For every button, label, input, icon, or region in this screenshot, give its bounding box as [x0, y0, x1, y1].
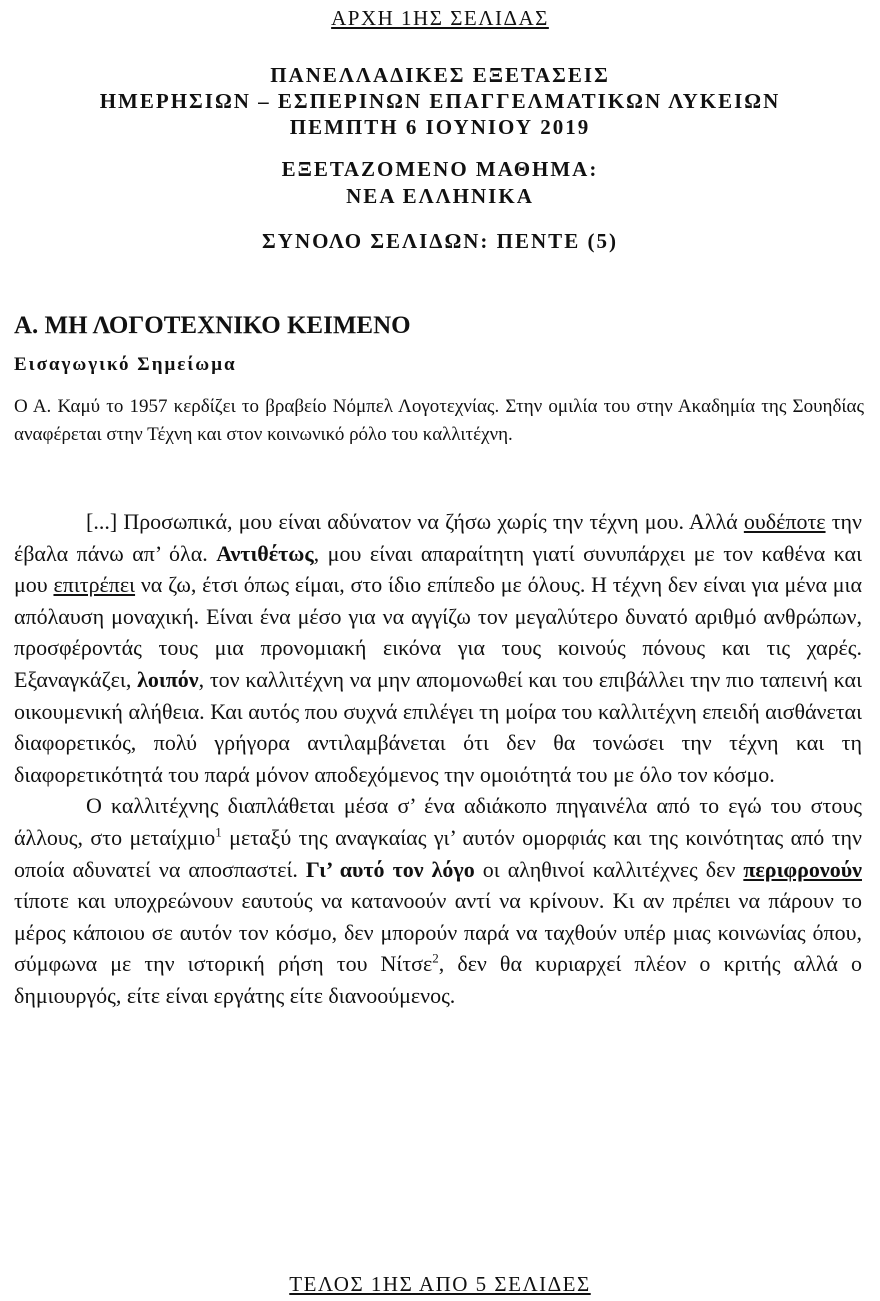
page-start-header: ΑΡΧΗ 1ΗΣ ΣΕΛΙΔΑΣ [331, 6, 549, 30]
bold-word: λοιπόν [137, 666, 199, 692]
main-text [14, 506, 862, 1012]
intro-note: Ο Α. Καμύ το 1957 κερδίζει το βραβείο Νόμπελ Λογοτεχνίας. Στην ομιλία του στην Ακαδημία της Σουηδίας αναφέρεται στην Τέχνη και στον κοινωνικό ρόλο του καλλιτέχνη. [14, 396, 864, 445]
text-run: οι αληθινοί καλλιτέχνες δεν [474, 856, 744, 882]
section-title: Α. ΜΗ ΛΟΓΟΤΕΧΝΙΚΟ ΚΕΙΜΕΝΟ [14, 312, 411, 339]
text-run: , τον καλλιτέχνη να μην απομονωθεί και του επιβάλλει την πιο ταπεινή και οικουμενική αλήθεια. Και αυτός που συχνά επιλέγει τη μοίρα του καλλιτέχνη επειδή αισθάνεται διαφορετικός, πολύ γρήγορα αντιλαμβάνεται ότι δεν θα τονώσει την τέχνη και τη διαφορετικότητά του παρά μόνον αποδεχόμενος την ομοιότητά του με όλο τον κόσμο. [14, 666, 862, 787]
subject-label: ΕΞΕΤΑΖΟΜΕΝΟ ΜΑΘΗΜΑ: [281, 157, 599, 181]
text-run: , δεν θα κυριαρχεί πλέον ο κριτής αλλά ο δημιουργός, είτε είναι εργάτης είτε διανοούμενος. [14, 951, 862, 1008]
exam-title-line-2: ΗΜΕΡΗΣΙΩΝ – ΕΣΠΕΡΙΝΩΝ ΕΠΑΓΓΕΛΜΑΤΙΚΩΝ ΛΥΚΕΙΩΝ [99, 89, 781, 113]
text-run: [...] Προσωπικά, μου είναι αδύνατον να ζήσω χωρίς την τέχνη μου. Αλλά [86, 509, 744, 534]
text-run: να ζω, έτσι όπως είμαι, στο ίδιο επίπεδο με όλους. Η τέχνη δεν είναι για μένα μια απόλαυση μοναχική. Είναι ένα μέσο για να αγγίζω τον μεγαλύτερο δυνατό αριθμό ανθρώπων, προσφέροντάς τους μια προνομιακή εικόνα για τους κοινούς πόνους και τις χαρές. Εξαναγκάζει, [14, 572, 862, 692]
text-run: τίποτε και υποχρεώνουν εαυτούς να κατανοούν αντί να κρίνουν. Κι αν πρέπει να πάρουν το μέρος κάποιου σε αυτόν τον κόσμο, δεν μπορούν παρά να ταχθούν υπέρ μιας κοινωνίας όπου, σύμφωνα με την ιστορική ρήση του Νίτσε [14, 888, 862, 977]
page-end-footer: ΤΕΛΟΣ 1ΗΣ ΑΠΟ 5 ΣΕΛΙΔΕΣ [289, 1272, 591, 1296]
exam-date: ΠΕΜΠΤΗ 6 ΙΟΥΝΙΟΥ 2019 [289, 115, 591, 139]
underlined-word: ουδέποτε [743, 509, 826, 534]
text-run: , μου είναι απαραίτητη γιατί συνυπάρχει με τον καθένα και μου [14, 540, 862, 598]
paragraph-1 [14, 506, 862, 790]
paragraph-2 [14, 790, 862, 1011]
bold-underlined-word: περιφρονούν [743, 856, 862, 882]
exam-subject [0, 156, 880, 210]
text-run: μεταξύ της αναγκαίας γι’ αυτόν ομορφιάς και της κοινότητας από την οποία αδυνατεί να αποσπαστεί. [14, 824, 862, 882]
bold-phrase: Γι’ αυτό τον λόγο [305, 856, 475, 882]
underlined-word: επιτρέπει [53, 572, 136, 598]
subject-name: ΝΕΑ ΕΛΛΗΝΙΚΑ [346, 184, 534, 208]
total-pages: ΣΥΝΟΛΟ ΣΕΛΙΔΩΝ: ΠΕΝΤΕ (5) [262, 229, 618, 253]
bold-word: Αντιθέτως [216, 540, 314, 566]
exam-title-line-1: ΠΑΝΕΛΛΑΔΙΚΕΣ ΕΞΕΤΑΣΕΙΣ [270, 63, 610, 87]
text-run: την έβαλα πάνω απ’ όλα. [14, 509, 862, 566]
intro-heading: Εισαγωγικό Σημείωμα [14, 354, 237, 375]
exam-title [0, 62, 880, 140]
footnote-mark-1: 1 [215, 824, 222, 840]
footnote-mark-2: 2 [432, 950, 439, 966]
text-run: Ο καλλιτέχνης διαπλάθεται μέσα σ’ ένα αδιάκοπο πηγαινέλα από το εγώ του στους άλλους, στο μεταίχμιο [14, 793, 862, 850]
